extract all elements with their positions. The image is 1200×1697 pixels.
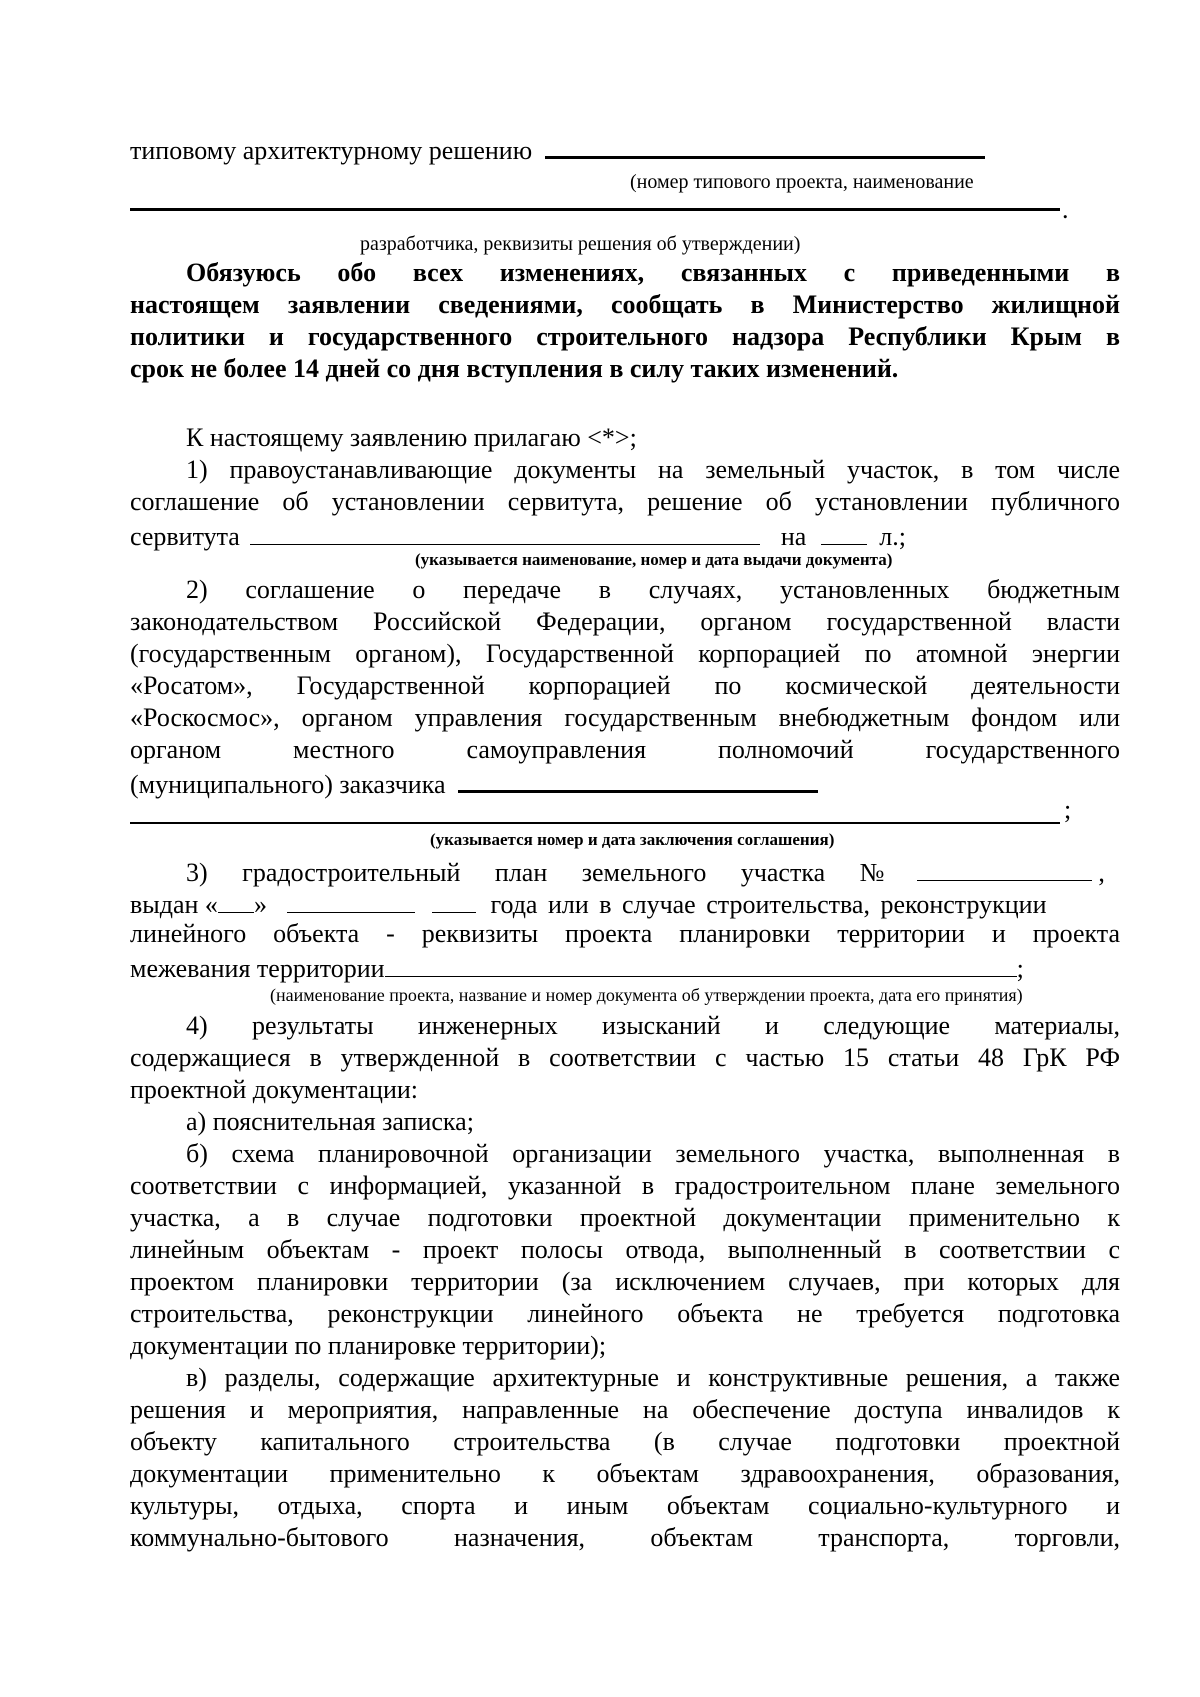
customer-field[interactable] xyxy=(458,766,818,793)
caption-agreement: (указывается номер и дата заключения соглашения) xyxy=(430,830,835,849)
item3-line-1: 3) градостроительный план земельного участка № , xyxy=(186,854,1120,889)
sub-v-line: объекту капитального строительства (в случае подготовки проектной xyxy=(130,1427,1120,1456)
item2-line: законодательством Российской Федерации, органом государственной власти xyxy=(130,607,1120,636)
caption-typical-project: (номер типового проекта, наименование xyxy=(630,171,974,193)
item4-line: содержащиеся в утвержденной в соответствии с частью 15 статьи 48 ГрК РФ xyxy=(130,1043,1120,1072)
period-mark: . xyxy=(1062,195,1069,224)
item1-line: 1) правоустанавливающие документы на земельный участок, в том числе xyxy=(186,455,1120,484)
sub-v-line: культуры, отдыха, спорта и иным объектам социально-культурного и xyxy=(130,1491,1120,1520)
caption-developer: разработчика, реквизиты решения об утверждении) xyxy=(360,233,801,255)
item1-line-3: сервитута на л.; xyxy=(130,518,1120,553)
item2-line: «Росатом», Государственной корпорацией по космической деятельности xyxy=(130,671,1120,700)
agreement-field[interactable] xyxy=(130,822,1060,824)
item2-line: органом местного самоуправления полномочий государственного xyxy=(130,735,1120,764)
issue-year-field[interactable] xyxy=(432,886,476,913)
item2-line: 2) соглашение о передаче в случаях, установленных бюджетным xyxy=(186,575,1120,604)
sub-b-line: линейным объектам - проект полосы отвода, выполненный в соответствии с xyxy=(130,1235,1120,1264)
gpzu-number-field[interactable] xyxy=(917,854,1092,881)
semicolon-mark: ; xyxy=(1064,795,1072,824)
sub-v-line: документации применительно к объектам здравоохранения, образования, xyxy=(130,1459,1120,1488)
project-details-field[interactable] xyxy=(385,950,1017,977)
issue-month-field[interactable] xyxy=(287,886,415,913)
top-line-1 xyxy=(130,132,985,167)
sub-v-line: решения и мероприятия, направленные на обеспечение доступа инвалидов к xyxy=(130,1395,1120,1424)
sub-b-line: строительства, реконструкции линейного объекта не требуется подготовка xyxy=(130,1299,1120,1328)
obligation-line: политики и государственного строительного надзора Республики Крым в xyxy=(130,322,1120,351)
top-label: типовому архитектурному решению xyxy=(130,136,533,165)
sub-b-line: соответствии с информацией, указанной в градостроительном плане земельного xyxy=(130,1171,1120,1200)
item4-line: проектной документации: xyxy=(130,1075,418,1104)
obligation-line: срок не более 14 дней со дня вступления в силу таких изменений. xyxy=(130,354,899,383)
obligation-line: настоящем заявлении сведениями, сообщать в Министерство жилищной xyxy=(130,290,1120,319)
item4-line: 4) результаты инженерных изысканий и следующие материалы, xyxy=(186,1011,1120,1040)
caption-document: (указывается наименование, номер и дата выдачи документа) xyxy=(415,550,893,569)
item1-line: соглашение об установлении сервитута, решение об установлении публичного xyxy=(130,487,1120,516)
item2-line: «Роскосмос», органом управления государственным внебюджетным фондом или xyxy=(130,703,1120,732)
sub-a: а) пояснительная записка; xyxy=(186,1107,474,1136)
sheets-count-field[interactable] xyxy=(821,518,867,545)
item3-line-2: выдан « » года или в случае строительства, реконструкции xyxy=(130,886,1120,921)
sub-v-line: в) разделы, содержащие архитектурные и конструктивные решения, а также xyxy=(186,1363,1120,1392)
item3-line: линейного объекта - реквизиты проекта планировки территории и проекта xyxy=(130,919,1120,948)
sub-b-line: документации по планировке территории); xyxy=(130,1331,607,1360)
sub-b-line: б) схема планировочной организации земельного участка, выполненная в xyxy=(186,1139,1120,1168)
sub-v-line: коммунально-бытового назначения, объектам транспорта, торговли, xyxy=(130,1523,1120,1552)
typical-solution-field[interactable] xyxy=(545,132,985,159)
developer-field[interactable] xyxy=(130,208,1060,211)
item2-line: (государственным органом), Государственной корпорацией по атомной энергии xyxy=(130,639,1120,668)
attachments-intro: К настоящему заявлению прилагаю <*>; xyxy=(186,423,637,452)
sub-b-line: участка, а в случае подготовки проектной документации применительно к xyxy=(130,1203,1120,1232)
title-document-field[interactable] xyxy=(250,518,760,545)
issue-day-field[interactable] xyxy=(218,886,254,913)
item2-line-7: (муниципального) заказчика xyxy=(130,766,1120,801)
obligation-line: Обязуюсь обо всех изменениях, связанных с приведенными в xyxy=(186,258,1120,287)
sub-b-line: проектом планировки территории (за исключением случаев, при которых для xyxy=(130,1267,1120,1296)
caption-project: (наименование проекта, название и номер документа об утверждении проекта, дата его принятия) xyxy=(270,985,1023,1005)
item3-line-4: межевания территории ; xyxy=(130,950,1120,985)
